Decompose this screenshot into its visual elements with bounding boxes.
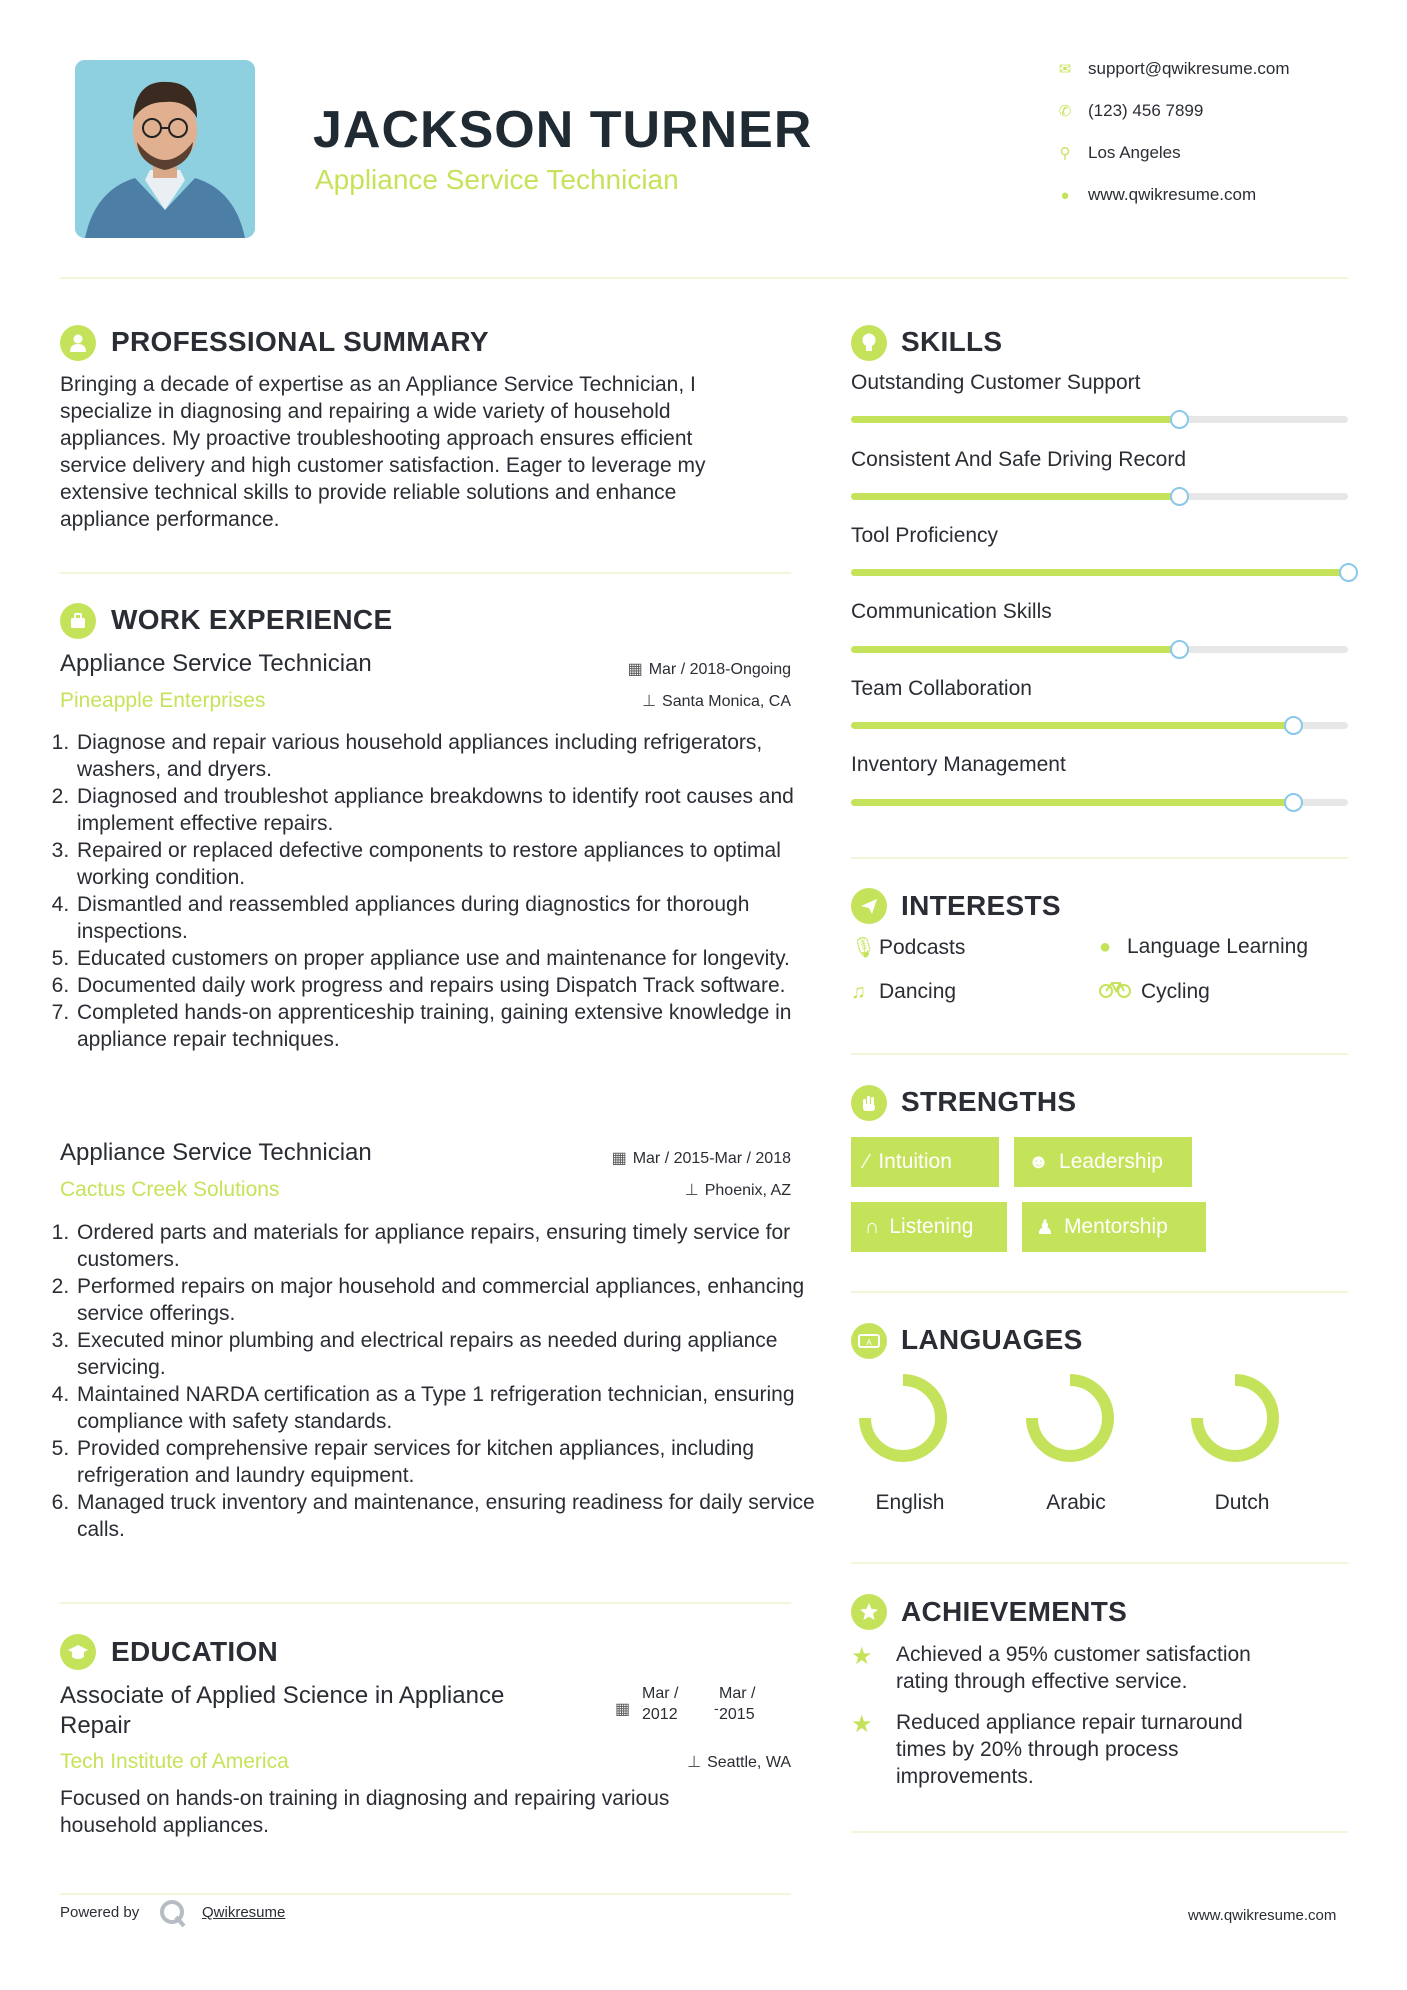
lightbulb-icon	[851, 325, 887, 361]
language-icon	[851, 1323, 887, 1359]
footer-divider	[60, 1893, 791, 1895]
star-icon: ★	[851, 1711, 873, 1738]
skill-bar-fill	[851, 569, 1348, 576]
skill-label: Consistent And Safe Driving Record	[851, 448, 1187, 471]
magic-wand-icon: ⁄	[865, 1150, 869, 1173]
language-ring-arc	[865, 1380, 941, 1456]
hand-icon	[851, 1085, 887, 1121]
calendar-icon: ▦	[615, 1701, 631, 1718]
list-item: 2. Performed repairs on major household and commercial appliances, enhancing service offerings.	[75, 1273, 815, 1327]
language-label: English	[875, 1491, 945, 1514]
globe-icon: ●	[1099, 935, 1112, 958]
language-ring	[1189, 1372, 1281, 1464]
list-item: 6. Managed truck inventory and maintenance, ensuring readiness for daily service calls.	[75, 1489, 815, 1543]
achievement-item: ★ Reduced appliance repair turnaround times by 20% through process improvements.	[851, 1711, 1243, 1788]
skill-bar	[851, 799, 1348, 806]
contact-email[interactable]: ✉ support@qwikresume.com	[1052, 56, 1290, 82]
interests-heading: INTERESTS	[901, 890, 1061, 921]
interest-item: Cycling	[1099, 980, 1210, 1004]
interest-item: 🎙 Podcasts	[851, 935, 966, 959]
skill-bar	[851, 493, 1348, 500]
edu-location: ⊥ Seattle, WA	[687, 1754, 791, 1771]
interest-item: ● Language Learning	[1099, 935, 1309, 958]
job-2-title: Appliance Service Technician	[60, 1139, 372, 1166]
users-icon: ☻	[1028, 1150, 1050, 1173]
skill-bar-fill	[851, 799, 1293, 806]
headphones-icon: ∩	[865, 1215, 880, 1238]
language-ring-arc	[1197, 1380, 1273, 1456]
strength-badge: ☻ Leadership	[1014, 1137, 1192, 1187]
powered-by-label: Powered by	[60, 1904, 140, 1921]
list-item: 7. Completed hands-on apprenticeship training, gaining extensive knowledge in appliance repair techniques.	[75, 999, 815, 1053]
list-item: 3. Repaired or replaced defective components to restore appliances to optimal working condition.	[75, 837, 815, 891]
qwikresume-logo-icon	[158, 1898, 188, 1928]
summary-heading: PROFESSIONAL SUMMARY	[111, 326, 489, 357]
job-1-location: ⊥ Santa Monica, CA	[642, 693, 791, 710]
language-ring	[1024, 1372, 1116, 1464]
achievements-divider	[851, 1831, 1348, 1833]
experience-heading: WORK EXPERIENCE	[111, 604, 393, 635]
location-icon: ⚲	[1059, 145, 1071, 162]
skill-label: Team Collaboration	[851, 677, 1032, 700]
profile-photo	[75, 60, 255, 238]
svg-text:A: A	[866, 1338, 872, 1347]
skill-bar-knob	[1284, 716, 1303, 735]
skill-bar	[851, 416, 1348, 423]
skill-bar-fill	[851, 493, 1179, 500]
list-item: 5. Educated customers on proper appliance use and maintenance for longevity.	[75, 945, 815, 972]
skill-bar-fill	[851, 722, 1293, 729]
skill-bar-fill	[851, 646, 1179, 653]
job-1-title: Appliance Service Technician	[60, 650, 372, 677]
calendar-icon: ▦	[611, 1150, 627, 1167]
skills-divider	[851, 857, 1348, 859]
pin-icon: ⊥	[642, 693, 657, 710]
strengths-heading: STRENGTHS	[901, 1086, 1077, 1117]
graduation-icon	[60, 1634, 96, 1670]
globe-icon: ●	[1060, 186, 1070, 204]
skills-heading: SKILLS	[901, 326, 1003, 357]
skill-bar-knob	[1284, 793, 1303, 812]
skill-bar-knob	[1170, 410, 1189, 429]
music-note-icon: ♫	[851, 980, 866, 1003]
job-2-duties	[57, 1219, 815, 1543]
list-item: 6. Documented daily work progress and repairs using Dispatch Track software.	[75, 972, 815, 999]
job-1-duties	[57, 729, 815, 1053]
strength-badge: ♟ Mentorship	[1022, 1202, 1206, 1252]
language-label: Arabic	[1046, 1491, 1106, 1514]
achievement-item: ★ Achieved a 95% customer satisfaction rating through effective service.	[851, 1643, 1251, 1693]
skill-bar-fill	[851, 416, 1179, 423]
languages-divider	[851, 1562, 1348, 1564]
skill-label: Inventory Management	[851, 753, 1066, 776]
star-icon: ★	[851, 1643, 873, 1670]
skill-bar	[851, 569, 1348, 576]
pin-icon: ⊥	[687, 1754, 702, 1771]
language-ring	[857, 1372, 949, 1464]
summary-text: Bringing a decade of expertise as an Appliance Service Technician, I specialize in diagnosing and repairing a wide variety of household appliances. My proactive troubleshooting approach ensures efficient service delivery and high customer satisfaction. Eager to leverage my extensive technical skills to provide reliable solutions and enhance appliance performance.	[60, 373, 706, 531]
qwikresume-link[interactable]: Qwikresume	[202, 1904, 286, 1921]
job-2-location: ⊥ Phoenix, AZ	[684, 1182, 791, 1199]
list-item: 4. Dismantled and reassembled appliances during diagnostics for thorough inspections.	[75, 891, 815, 945]
contact-location: ⚲ Los Angeles	[1052, 140, 1181, 166]
edu-description: Focused on hands-on training in diagnosing and repairing various household appliances.	[60, 1787, 670, 1837]
interests-divider	[851, 1053, 1348, 1055]
candidate-title: Appliance Service Technician	[315, 164, 679, 195]
phone-icon: ✆	[1058, 103, 1072, 120]
contact-website[interactable]: ● www.qwikresume.com	[1052, 182, 1256, 208]
bicycle-icon	[1099, 980, 1141, 1004]
strength-badge: ∩ Listening	[851, 1202, 1007, 1252]
job-2-company: Cactus Creek Solutions	[60, 1178, 280, 1201]
languages-heading: LANGUAGES	[901, 1324, 1083, 1355]
degree-title: Associate of Applied Science in Appliance Repair	[60, 1682, 505, 1739]
skill-bar	[851, 722, 1348, 729]
edu-date-end: Mar / 2015	[719, 1685, 756, 1723]
interest-item: ♫ Dancing	[851, 980, 957, 1003]
strength-badge: ⁄ Intuition	[851, 1137, 999, 1187]
language-label: Dutch	[1214, 1491, 1270, 1514]
skill-bar	[851, 646, 1348, 653]
skill-label: Tool Proficiency	[851, 524, 999, 547]
user-plus-icon: ♟	[1036, 1216, 1054, 1239]
job-2-date: ▦ Mar / 2015-Mar / 2018	[611, 1150, 791, 1167]
calendar-icon: ▦	[627, 661, 643, 678]
star-badge-icon	[851, 1594, 887, 1630]
strengths-divider	[851, 1291, 1348, 1293]
pin-icon: ⊥	[684, 1182, 699, 1199]
header-divider	[60, 277, 1348, 279]
footer-site[interactable]: www.qwikresume.com	[1188, 1907, 1337, 1924]
list-item: 4. Maintained NARDA certification as a Type 1 refrigeration technician, ensuring compliance with safety standards.	[75, 1381, 815, 1435]
list-item: 2. Diagnosed and troubleshot appliance breakdowns to identify root causes and implement effective repairs.	[75, 783, 815, 837]
job-1-date: ▦ Mar / 2018-Ongoing	[627, 661, 791, 678]
candidate-name: JACKSON TURNER	[313, 101, 813, 159]
school-name: Tech Institute of America	[60, 1750, 289, 1773]
summary-divider	[60, 572, 791, 574]
list-item: 3. Executed minor plumbing and electrical repairs as needed during appliance servicing.	[75, 1327, 815, 1381]
contact-phone[interactable]: ✆ (123) 456 7899	[1052, 98, 1203, 124]
skill-label: Communication Skills	[851, 600, 1052, 623]
edu-date-dash: -	[714, 1700, 719, 1716]
skill-bar-knob	[1170, 640, 1189, 659]
user-icon	[60, 325, 96, 361]
education-heading: EDUCATION	[111, 1636, 279, 1667]
skill-bar-knob	[1339, 563, 1358, 582]
edu-date-start: Mar / 2012	[642, 1685, 679, 1723]
email-icon: ✉	[1058, 61, 1072, 78]
skill-bar-knob	[1170, 487, 1189, 506]
briefcase-icon	[60, 603, 96, 639]
list-item: 5. Provided comprehensive repair services for kitchen appliances, including refrigeration and laundry equipment.	[75, 1435, 815, 1489]
experience-divider	[60, 1602, 791, 1604]
language-ring-arc	[1032, 1380, 1108, 1456]
list-item: 1. Ordered parts and materials for appliance repairs, ensuring timely service for customers.	[75, 1219, 815, 1273]
achievements-heading: ACHIEVEMENTS	[901, 1596, 1128, 1627]
list-item: 1. Diagnose and repair various household appliances including refrigerators, washers, and dryers.	[75, 729, 815, 783]
job-1-company: Pineapple Enterprises	[60, 689, 266, 712]
skill-label: Outstanding Customer Support	[851, 371, 1141, 394]
paper-plane-icon	[851, 888, 887, 924]
microphone-icon: 🎙	[851, 937, 877, 959]
